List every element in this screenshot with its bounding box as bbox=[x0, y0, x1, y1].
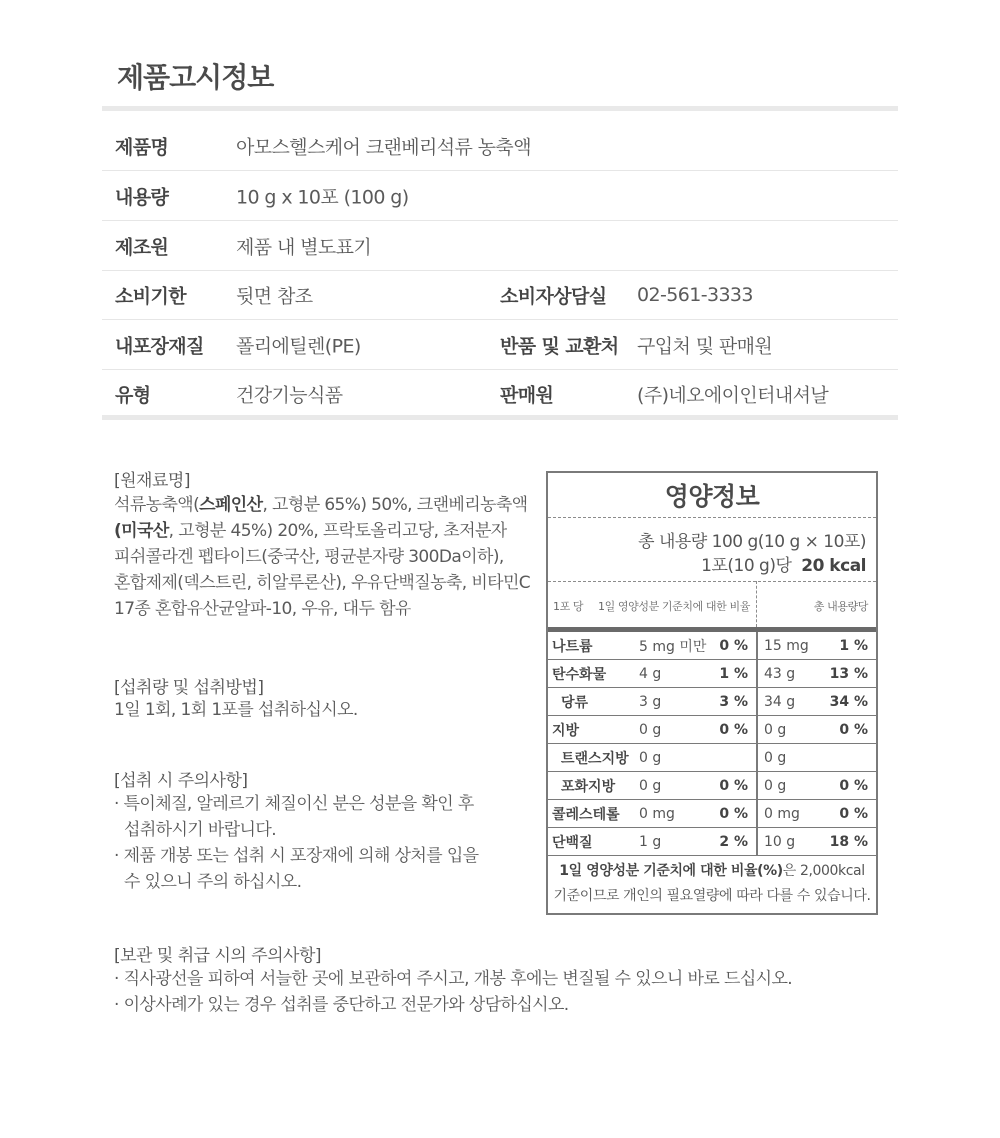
info-value: 아모스헬스케어 크랜베리석류 농축액 bbox=[236, 136, 531, 158]
page-title: 제품고시정보 bbox=[117, 61, 274, 94]
caution-heading: [섭취 시 주의사항] bbox=[114, 771, 248, 791]
total-amount: 0 g bbox=[764, 721, 787, 738]
ingredients-line: 혼합제제(덱스트린, 히알루론산), 우유단백질농축, 비타민C bbox=[114, 573, 531, 593]
table-bottom-divider bbox=[102, 415, 898, 420]
info-label: 내용량 bbox=[115, 186, 169, 208]
per-serving-amount: 4 g bbox=[639, 665, 662, 682]
info-value: 02-561-3333 bbox=[637, 283, 753, 306]
info-row-packaging bbox=[102, 320, 898, 370]
nutrition-footnote bbox=[548, 859, 876, 909]
caution-text bbox=[114, 791, 478, 895]
total-percent: 1 % bbox=[839, 637, 868, 654]
ingredients-heading: [원재료명] bbox=[114, 471, 190, 491]
col-header-per-serving: 1포 당 bbox=[553, 600, 584, 613]
info-value: 제품 내 별도표기 bbox=[236, 236, 372, 258]
per-serving-amount: 0 g bbox=[639, 721, 662, 738]
info-value: 10 g x 10포 (100 g) bbox=[236, 186, 409, 208]
info-label: 판매원 bbox=[500, 384, 554, 407]
col-header-daily-value: 1일 영양성분 기준치에 대한 비율 bbox=[598, 600, 750, 613]
nutrient-name: 탄수화물 bbox=[552, 666, 607, 683]
total-amount: 0 g bbox=[764, 777, 787, 794]
info-value: 폴리에틸렌(PE) bbox=[236, 335, 361, 357]
per-serving-label: 1포(10 g)당 bbox=[701, 556, 792, 576]
storage-line: · 직사광선을 피하여 서늘한 곳에 보관하여 주시고, 개봉 후에는 변질될 수 있으니 바로 드십시오. bbox=[114, 969, 793, 989]
column-divider bbox=[756, 632, 758, 856]
total-percent: 0 % bbox=[839, 805, 868, 822]
total-amount: 15 mg bbox=[764, 637, 809, 654]
nutrient-name: 포화지방 bbox=[561, 778, 616, 795]
footnote-line: 기준이므로 개인의 필요열량에 따라 다를 수 있습니다. bbox=[553, 888, 871, 904]
nutrient-name: 트랜스지방 bbox=[561, 750, 629, 767]
info-value: 건강기능식품 bbox=[236, 384, 343, 407]
total-percent: 13 % bbox=[829, 665, 868, 682]
total-percent: 0 % bbox=[839, 721, 868, 738]
total-amount: 10 g bbox=[764, 833, 796, 850]
caution-line: · 제품 개봉 또는 섭취 시 포장재에 의해 상처를 입을 bbox=[114, 846, 479, 866]
per-serving-percent: 1 % bbox=[719, 665, 748, 682]
origin-bold: 스페인산 bbox=[199, 495, 263, 515]
dashed-divider bbox=[548, 581, 876, 582]
total-percent: 18 % bbox=[829, 833, 868, 850]
info-label: 반품 및 교환처 bbox=[500, 335, 619, 357]
info-row-product-name bbox=[102, 121, 898, 171]
text-span: , 고형분 45%) 20%, 프락토올리고당, 초저분자 bbox=[168, 521, 507, 541]
nutrition-facts-panel bbox=[546, 471, 878, 915]
nutrient-name: 지방 bbox=[552, 722, 580, 739]
per-serving-percent: 0 % bbox=[719, 637, 748, 654]
origin-bold: 미국산 bbox=[121, 521, 169, 541]
info-row-volume bbox=[102, 171, 898, 221]
per-serving-amount: 3 g bbox=[639, 693, 662, 710]
nutrition-row bbox=[548, 744, 876, 772]
per-serving-percent: 2 % bbox=[719, 833, 748, 850]
per-serving-amount: 0 mg bbox=[639, 805, 675, 822]
total-amount: 0 mg bbox=[764, 805, 800, 822]
info-value: (주)네오에이인터내셔날 bbox=[637, 384, 829, 407]
intake-text: 1일 1회, 1회 1포를 섭취하십시오. bbox=[114, 700, 358, 720]
info-label: 내포장재질 bbox=[115, 335, 204, 357]
per-serving-amount: 0 g bbox=[639, 749, 662, 766]
nutrition-row bbox=[548, 800, 876, 828]
nutrition-per-serving bbox=[701, 551, 866, 576]
total-amount: 34 g bbox=[764, 693, 796, 710]
info-value: 뒷면 참조 bbox=[236, 285, 313, 307]
nutrition-row bbox=[548, 772, 876, 800]
info-label: 소비기한 bbox=[115, 285, 187, 307]
ingredients-line bbox=[114, 518, 530, 544]
footnote-bold: 1일 영양성분 기준치에 대한 비율(%) bbox=[559, 863, 783, 879]
text-span: ( bbox=[114, 521, 122, 541]
total-percent: 0 % bbox=[839, 777, 868, 794]
total-percent: 34 % bbox=[829, 693, 868, 710]
total-amount: 0 g bbox=[764, 749, 787, 766]
nutrient-name: 나트륨 bbox=[552, 638, 593, 655]
intake-heading: [섭취량 및 섭취방법] bbox=[114, 678, 264, 698]
ingredients-line bbox=[114, 492, 530, 518]
info-row-expiry bbox=[102, 270, 898, 320]
title-divider bbox=[102, 106, 898, 111]
nutrition-row bbox=[548, 828, 876, 856]
per-serving-percent: 0 % bbox=[719, 777, 748, 794]
storage-text bbox=[114, 966, 792, 1018]
info-row-manufacturer bbox=[102, 221, 898, 271]
col-header-total: 총 내용량당 bbox=[813, 600, 868, 613]
storage-heading: [보관 및 취급 시의 주의사항] bbox=[114, 946, 322, 966]
caution-line: · 특이체질, 알레르기 체질이신 분은 성분을 확인 후 bbox=[114, 794, 474, 814]
ingredients-line: 17종 혼합유산균알파-10, 우유, 대두 함유 bbox=[114, 599, 411, 619]
nutrition-total-amount: 총 내용량 100 g(10 g × 10포) bbox=[638, 532, 866, 552]
per-serving-amount: 0 g bbox=[639, 777, 662, 794]
per-serving-kcal: 20 kcal bbox=[801, 556, 866, 576]
info-label: 제품명 bbox=[115, 136, 169, 158]
per-serving-percent: 3 % bbox=[719, 693, 748, 710]
footnote-line bbox=[548, 859, 876, 884]
dashed-divider bbox=[548, 517, 876, 518]
nutrient-name: 당류 bbox=[561, 694, 589, 711]
caution-line: 섭취하시기 바랍니다. bbox=[124, 820, 277, 840]
dashed-column-divider bbox=[756, 581, 757, 627]
caution-line: 수 있으니 주의 하십시오. bbox=[124, 872, 302, 892]
per-serving-percent: 0 % bbox=[719, 721, 748, 738]
nutrient-name: 단백질 bbox=[552, 834, 593, 851]
info-label: 제조원 bbox=[115, 236, 169, 258]
total-amount: 43 g bbox=[764, 665, 796, 682]
nutrition-row bbox=[548, 716, 876, 744]
per-serving-amount: 5 mg 미만 bbox=[639, 638, 707, 655]
info-label: 유형 bbox=[115, 384, 151, 407]
nutrition-row bbox=[548, 660, 876, 688]
per-serving-percent: 0 % bbox=[719, 805, 748, 822]
storage-line: · 이상사례가 있는 경우 섭취를 중단하고 전문가와 상담하십시오. bbox=[114, 995, 569, 1015]
nutrition-row bbox=[548, 632, 876, 660]
nutrient-name: 콜레스테롤 bbox=[552, 806, 620, 823]
text-span: 석류농축액( bbox=[114, 495, 200, 515]
text-span: , 고형분 65%) 50%, 크랜베리농축액 bbox=[262, 495, 528, 515]
info-row-type bbox=[102, 369, 898, 419]
info-label: 소비자상담실 bbox=[500, 285, 607, 307]
footnote-text: 은 2,000kcal bbox=[782, 863, 865, 879]
ingredients-text bbox=[114, 492, 530, 622]
per-serving-amount: 1 g bbox=[639, 833, 662, 850]
nutrition-row bbox=[548, 688, 876, 716]
nutrition-title: 영양정보 bbox=[664, 482, 760, 511]
ingredients-line: 피쉬콜라겐 펩타이드(중국산, 평균분자량 300Da이하), bbox=[114, 547, 504, 567]
info-value: 구입처 및 판매원 bbox=[637, 335, 773, 357]
